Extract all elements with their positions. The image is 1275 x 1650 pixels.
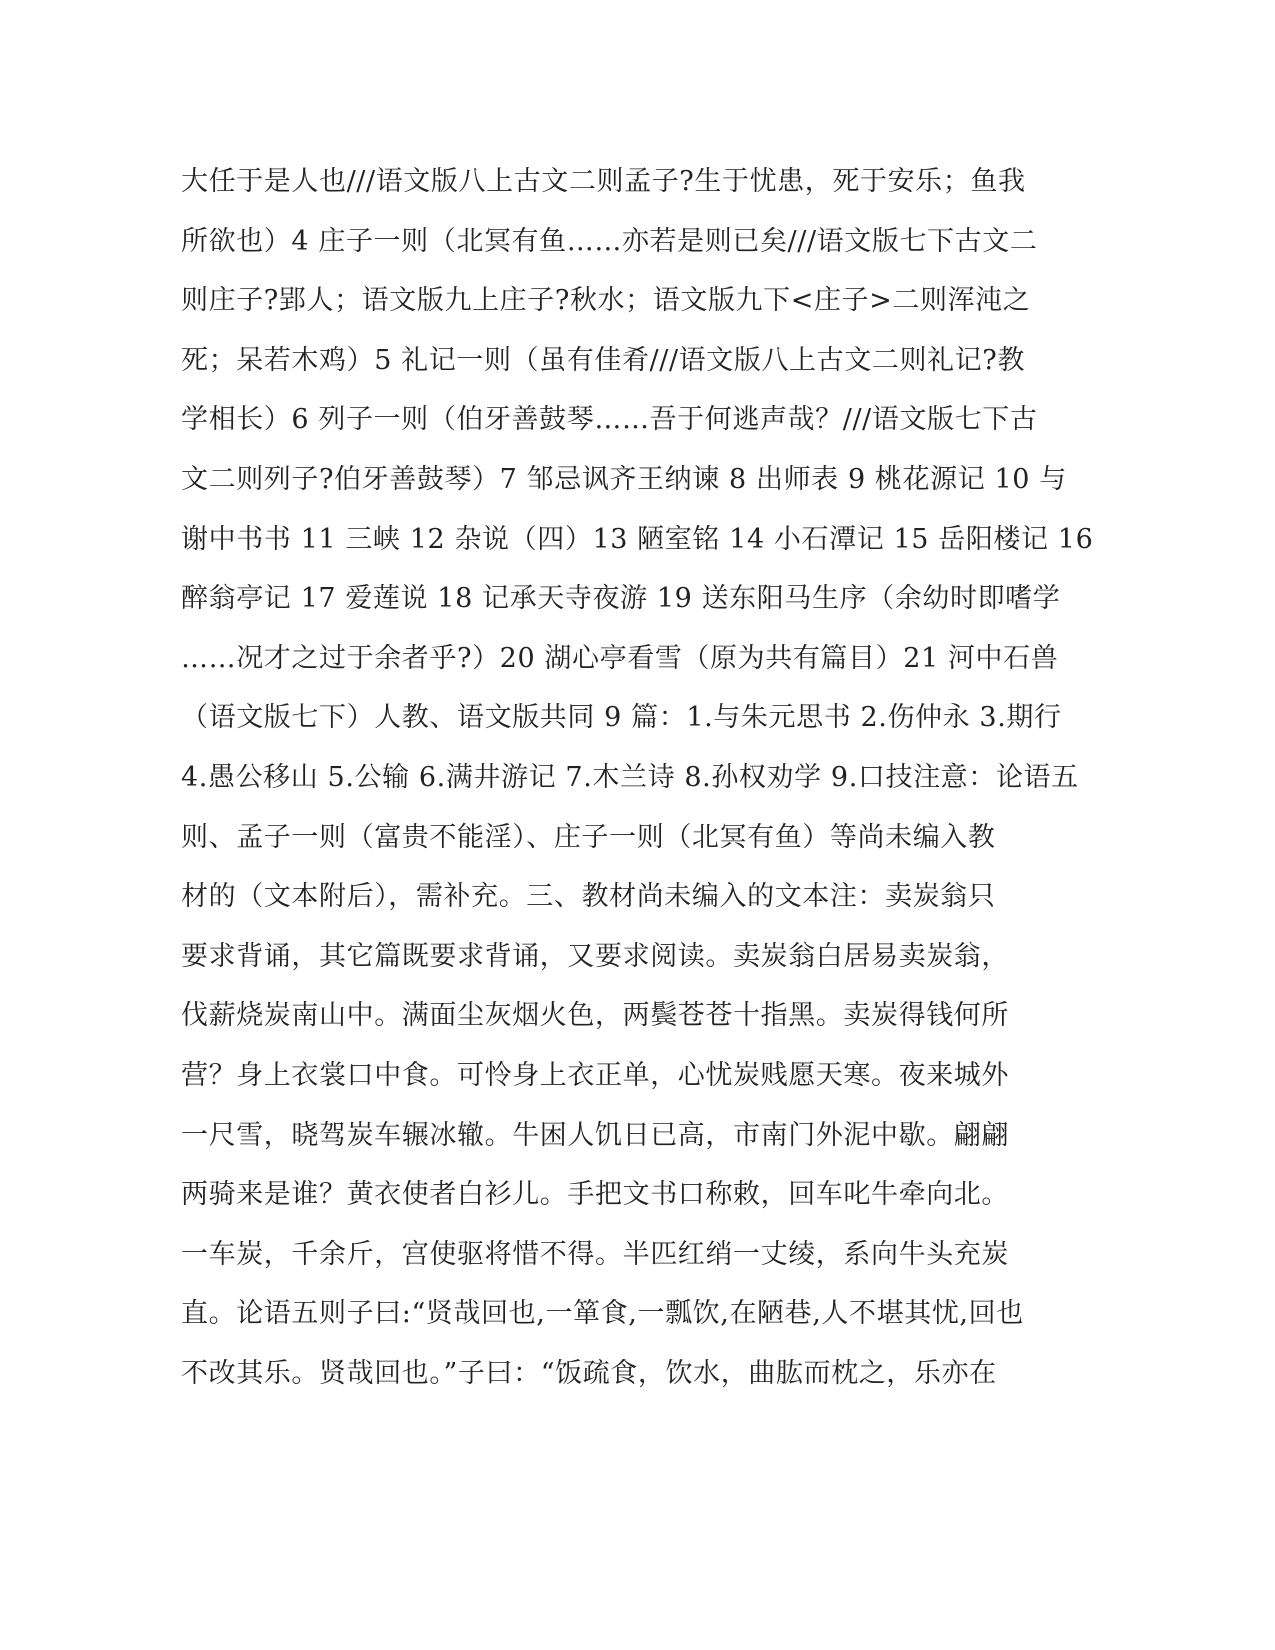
text-line: 一车炭，千余斤，宫使驱将惜不得。半匹红绡一丈绫，系向牛头充炭	[181, 1238, 1009, 1270]
text-line: 大任于是人也///语文版八上古文二则孟子?生于忧患，死于安乐；鱼我	[181, 166, 1026, 197]
text-line: 直。论语五则子曰:“贤哉回也,一箪食,一瓢饮,在陋巷,人不堪其忧,回也	[181, 1298, 1024, 1330]
text-line: 要求背诵，其它篇既要求背诵，又要求阅读。卖炭翁白居易卖炭翁，	[181, 940, 1009, 972]
text-line: 伐薪烧炭南山中。满面尘灰烟火色，两鬓苍苍十指黑。卖炭得钱何所	[181, 1000, 1009, 1032]
text-line: 则、孟子一则（富贵不能淫）、庄子一则（北冥有鱼）等尚未编入教	[181, 821, 996, 853]
text-line: 一尺雪，晓驾炭车辗冰辙。牛困人饥日已高，市南门外泥中歇。翩翩	[181, 1119, 1009, 1151]
text-line: 所欲也）4 庄子一则（北冥有鱼……亦若是则已矣///语文版七下古文二	[181, 225, 1038, 257]
text-line: 文二则列子?伯牙善鼓琴）7 邹忌讽齐王纳谏 8 出师表 9 桃花源记 10 与	[181, 463, 1067, 495]
body-text	[181, 152, 1094, 1403]
text-line: 不改其乐。贤哉回也。”子曰：“饭疏食，饮水，曲肱而枕之，乐亦在	[181, 1357, 997, 1389]
text-line: 学相长）6 列子一则（伯牙善鼓琴……吾于何逃声哉？///语文版七下古	[181, 404, 1038, 436]
text-line: 死；呆若木鸡）5 礼记一则（虽有佳肴///语文版八上古文二则礼记?教	[181, 344, 1025, 376]
text-line: 谢中书书 11 三峡 12 杂说（四）13 陋室铭 14 小石潭记 15 岳阳楼记 16	[181, 523, 1094, 555]
text-line: 材的（文本附后），需补充。三、教材尚未编入的文本注：卖炭翁只	[181, 881, 996, 913]
text-line: 两骑来是谁？黄衣使者白衫儿。手把文书口称敕，回车叱牛牵向北。	[181, 1179, 1009, 1211]
text-line: （语文版七下）人教、语文版共同 9 篇：1.与朱元思书 2.伤仲永 3.期行	[181, 702, 1062, 734]
text-line: 醉翁亭记 17 爱莲说 18 记承天寺夜游 19 送东阳马生序（余幼时即嗜学	[181, 583, 1061, 615]
text-line: 营？身上衣裳口中食。可怜身上衣正单，心忧炭贱愿天寒。夜来城外	[181, 1059, 1009, 1091]
text-line: ……况才之过于余者乎?）20 湖心亭看雪（原为共有篇目）21 河中石兽	[181, 642, 1059, 674]
text-line: 则庄子?郢人；语文版九上庄子?秋水；语文版九下<庄子>二则浑沌之	[181, 285, 1031, 317]
text-line: 4.愚公移山 5.公输 6.满井游记 7.木兰诗 8.孙权劝学 9.口技注意：论语五	[181, 761, 1079, 793]
